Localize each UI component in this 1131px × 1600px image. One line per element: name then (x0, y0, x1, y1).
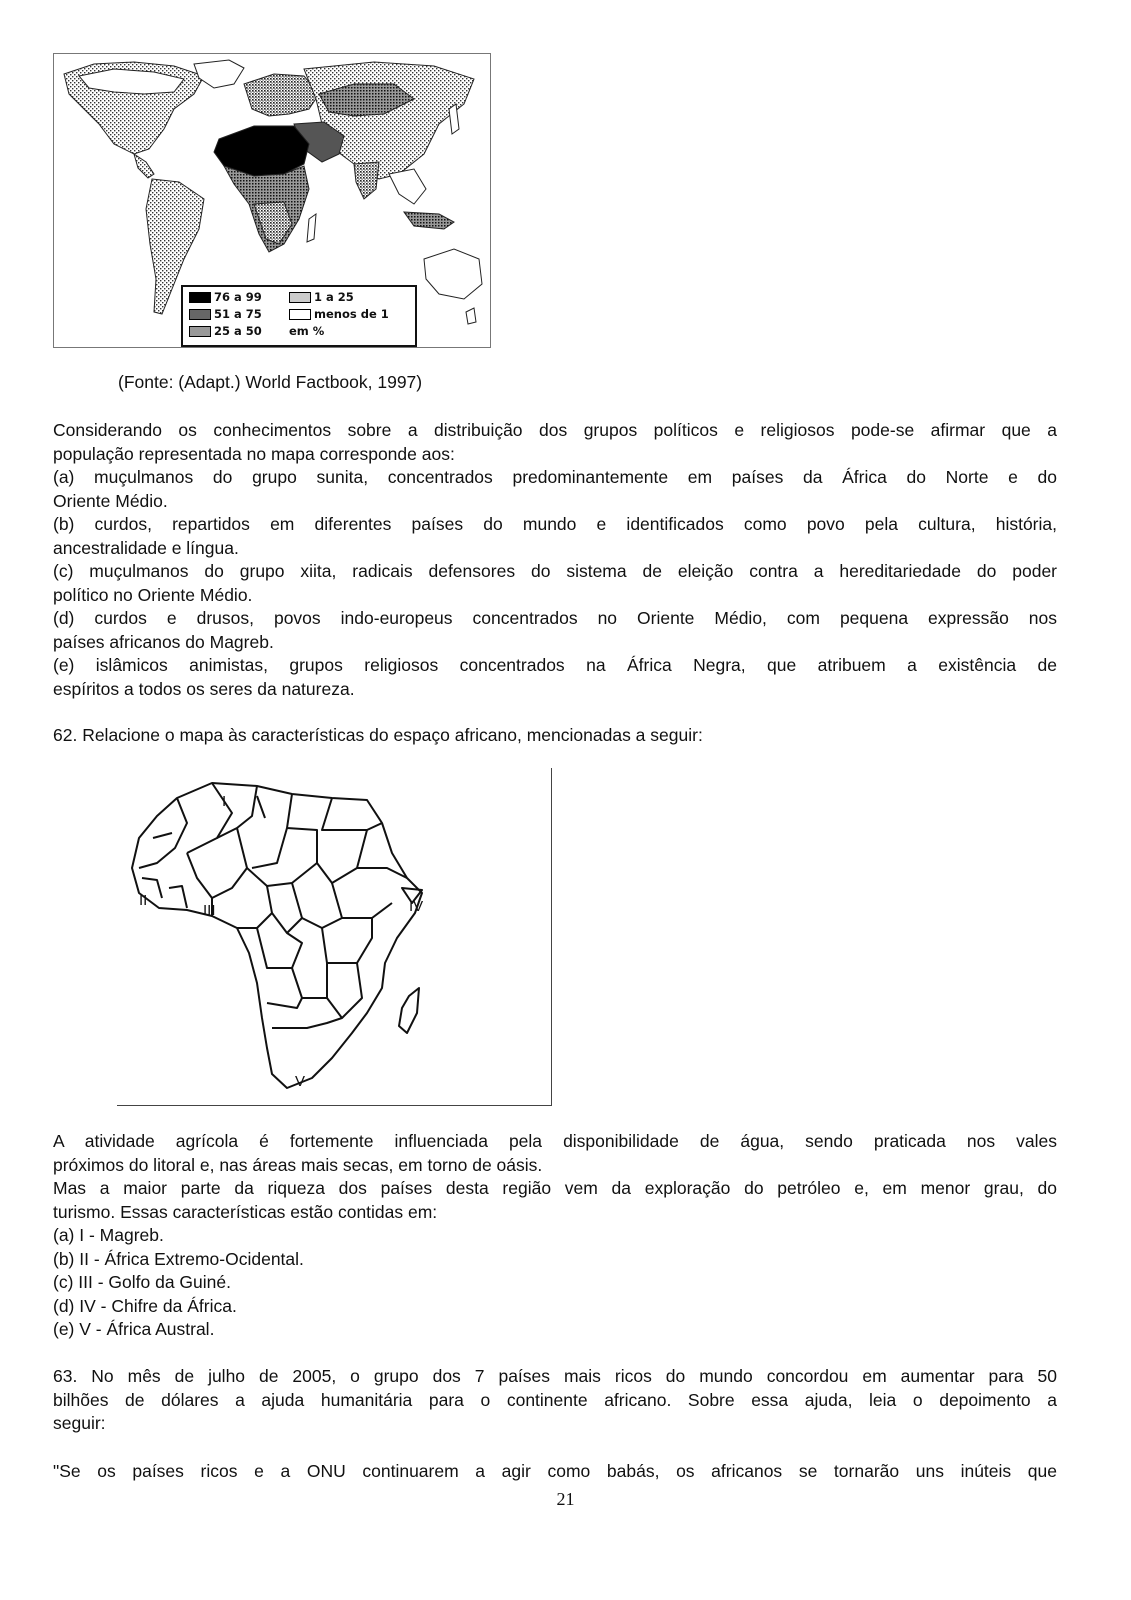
map-label-iv: IV (409, 898, 424, 915)
question-63-stem: 63. No mês de julho de 2005, o grupo dos 7 países mais ricos do mundo concordou em aumentar para 50 bilhões de dólares a ajuda humanitária para o continente africano. Sobre essa ajuda, leia o depoimento a seguir: (53, 1366, 1057, 1433)
question-62-option-b: (b) II - África Extremo-Ocidental. (53, 1248, 304, 1269)
question-62-option-d: (d) IV - Chifre da África. (53, 1295, 237, 1316)
legend-swatch (189, 326, 211, 337)
question-62-option-a: (a) I - Magreb. (53, 1225, 164, 1245)
legend-item-76-99: 76 a 99 (189, 290, 262, 304)
africa-map (117, 768, 552, 1106)
question-62-option-c: (c) III - Golfo da Guiné. (53, 1272, 231, 1292)
page-number: 21 (556, 1489, 575, 1509)
question-63-quote: "Se os países ricos e a ONU continuarem a agir como babás, os africanos se tornarão uns inúteis que (53, 1461, 1057, 1481)
map-legend (181, 285, 417, 347)
legend-swatch (189, 309, 211, 320)
question-61-option-d: (d) curdos e drusos, povos indo-europeus concentrados no Oriente Médio, com pequena expressão nos países africanos do Magreb. (53, 608, 1057, 652)
legend-item-51-75: 51 a 75 (189, 307, 262, 321)
map-label-iii: III (203, 902, 216, 919)
question-62-stem: 62. Relacione o mapa às características do espaço africano, mencionadas a seguir: (53, 725, 703, 745)
legend-unit: em % (289, 324, 325, 338)
question-61-option-a: (a) muçulmanos do grupo sunita, concentrados predominantemente em países da África do Norte e do Oriente Médio. (53, 467, 1057, 511)
map-label-i: I (222, 793, 227, 810)
map-label-ii: II (139, 892, 148, 909)
question-62-text-2: Mas a maior parte da riqueza dos países desta região vem da exploração do petróleo e, em menor grau, do turismo. Essas características estão contidas em: (53, 1178, 1057, 1222)
legend-item-1-25: 1 a 25 (289, 290, 354, 304)
question-62-option-e: (e) V - África Austral. (53, 1319, 215, 1339)
question-61-option-c: (c) muçulmanos do grupo xiita, radicais defensores do sistema de eleição contra a hereditariedade do poder político no Oriente Médio. (53, 561, 1057, 605)
question-61-stem: Considerando os conhecimentos sobre a distribuição dos grupos políticos e religiosos pode-se afirmar que a população representada no mapa corresponde aos: (53, 420, 1057, 464)
question-62-text-1: A atividade agrícola é fortemente influenciada pela disponibilidade de água, sendo praticada nos vales próximos do litoral e, nas áreas mais secas, em torno de oásis. (53, 1131, 1057, 1175)
question-62-options (53, 1224, 1057, 1342)
world-distribution-map (53, 53, 491, 348)
figure-caption: (Fonte: (Adapt.) World Factbook, 1997) (118, 372, 423, 392)
legend-item-25-50: 25 a 50 (189, 324, 262, 338)
map-label-v: V (295, 1073, 306, 1090)
question-61-option-e: (e) islâmicos animistas, grupos religiosos concentrados na África Negra, que atribuem a existência de espíritos a todos os seres da natureza. (53, 655, 1057, 699)
legend-item-menos-de-1: menos de 1 (289, 307, 389, 321)
legend-swatch (189, 292, 211, 303)
question-61-option-b: (b) curdos, repartidos em diferentes países do mundo e identificados como povo pela cultura, história, ancestralidade e língua. (53, 514, 1057, 558)
legend-swatch (289, 292, 311, 303)
africa-map-drawing (117, 768, 551, 1105)
legend-swatch (289, 309, 311, 320)
